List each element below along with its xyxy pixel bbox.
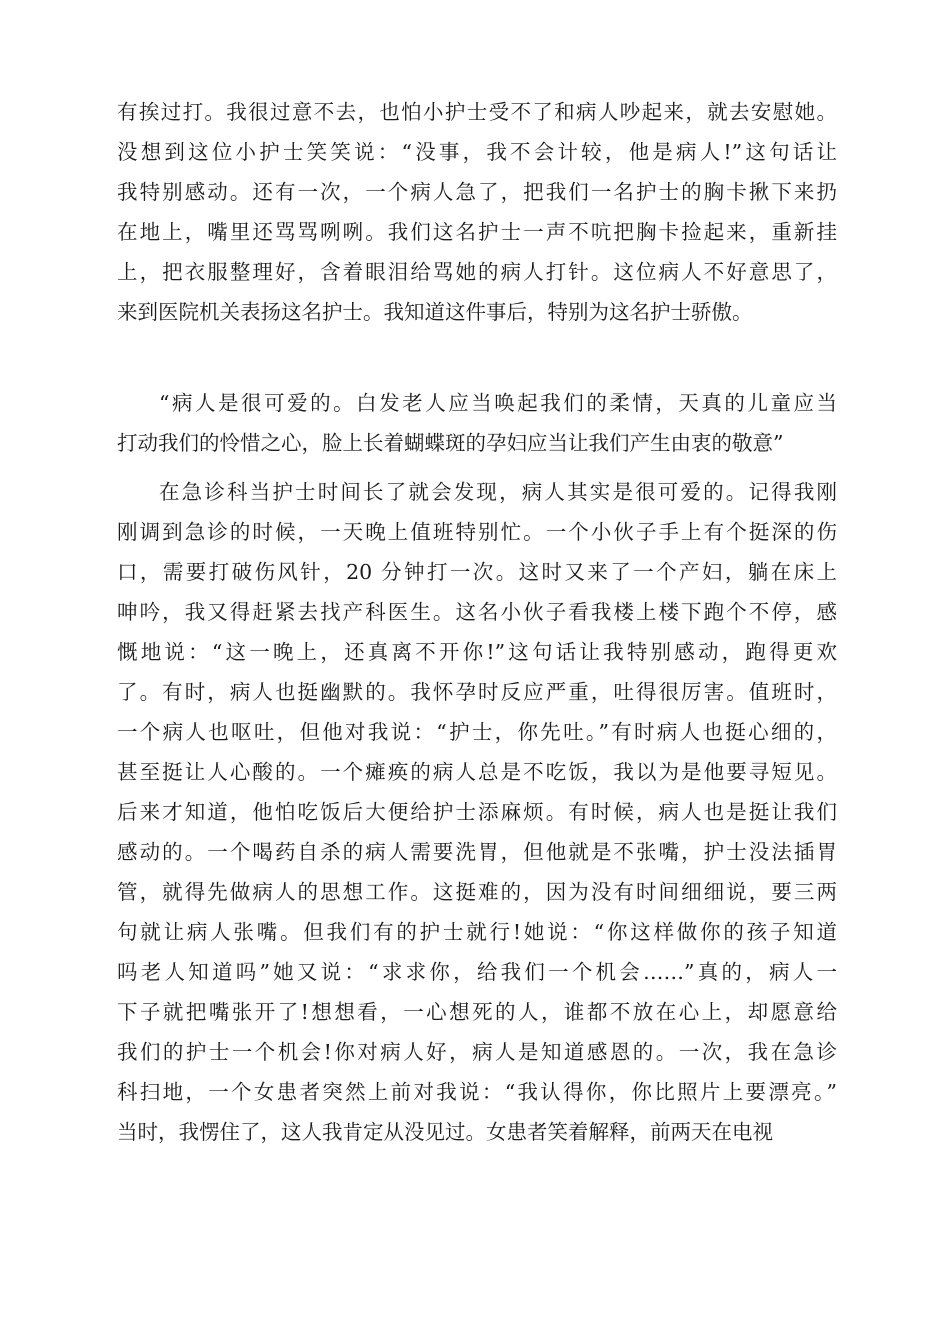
text-line: 一个病人也呕吐，但他对我说：“护士，你先吐。”有时病人也挺心细的， <box>117 720 837 744</box>
text-line: 在地上，嘴里还骂骂咧咧。我们这名护士一声不吭把胸卡捡起来，重新挂 <box>117 220 837 244</box>
text-line: 后来才知道，他怕吃饭后大便给护士添麻烦。有时候，病人也是挺让我们 <box>117 800 837 824</box>
text-line: “病人是很可爱的。白发老人应当唤起我们的柔情，天真的儿童应当 <box>159 391 837 415</box>
text-line: 口，需要打破伤风针，20 分钟打一次。这时又来了一个产妇，躺在床上 <box>117 560 837 584</box>
text-line: 来到医院机关表扬这名护士。我知道这件事后，特别为这名护士骄傲。 <box>117 300 753 324</box>
text-line: 有挨过打。我很过意不去，也怕小护士受不了和病人吵起来，就去安慰她。 <box>117 100 837 124</box>
text-line: 甚至挺让人心酸的。一个瘫痪的病人总是不吃饭，我以为是他要寻短见。 <box>117 760 837 784</box>
paragraph-3 <box>117 472 837 1152</box>
text-line: 科扫地，一个女患者突然上前对我说：“我认得你，你比照片上要漂亮。” <box>117 1080 837 1104</box>
text-line: 上，把衣服整理好，含着眼泪给骂她的病人打针。这位病人不好意思了， <box>117 260 837 284</box>
text-line: 了。有时，病人也挺幽默的。我怀孕时反应严重，吐得很厉害。值班时， <box>117 680 837 704</box>
text-line: 吗老人知道吗”她又说：“求求你，给我们一个机会……”真的，病人一 <box>117 960 837 984</box>
text-line: 没想到这位小护士笑笑说：“没事，我不会计较，他是病人!”这句话让 <box>117 140 837 164</box>
text-line: 慨地说：“这一晚上，还真离不开你!”这句话让我特别感动，跑得更欢 <box>117 640 837 664</box>
paragraph-2-quote <box>117 383 837 463</box>
text-line: 句就让病人张嘴。但我们有的护士就行!她说：“你这样做你的孩子知道 <box>117 920 837 944</box>
text-line: 我特别感动。还有一次，一个病人急了，把我们一名护士的胸卡揪下来扔 <box>117 180 837 204</box>
text-line: 刚调到急诊的时候，一天晚上值班特别忙。一个小伙子手上有个挺深的伤 <box>117 520 837 544</box>
text-line: 下子就把嘴张开了!想想看，一心想死的人，谁都不放在心上，却愿意给 <box>117 1000 837 1024</box>
text-line: 感动的。一个喝药自杀的病人需要洗胃，但他就是不张嘴，护士没法插胃 <box>117 840 837 864</box>
text-line: 当时，我愣住了，这人我肯定从没见过。女患者笑着解释，前两天在电视 <box>117 1120 773 1144</box>
text-line: 管，就得先做病人的思想工作。这挺难的，因为没有时间细细说，要三两 <box>117 880 837 904</box>
text-line: 打动我们的怜惜之心，脸上长着蝴蝶斑的孕妇应当让我们产生由衷的敬意” <box>117 431 784 455</box>
text-line: 呻吟，我又得赶紧去找产科医生。这名小伙子看我楼上楼下跑个不停，感 <box>117 600 837 624</box>
text-line: 在急诊科当护士时间长了就会发现，病人其实是很可爱的。记得我刚 <box>159 480 837 504</box>
paragraph-1 <box>117 92 837 332</box>
text-line: 我们的护士一个机会!你对病人好，病人是知道感恩的。一次，我在急诊 <box>117 1040 837 1064</box>
